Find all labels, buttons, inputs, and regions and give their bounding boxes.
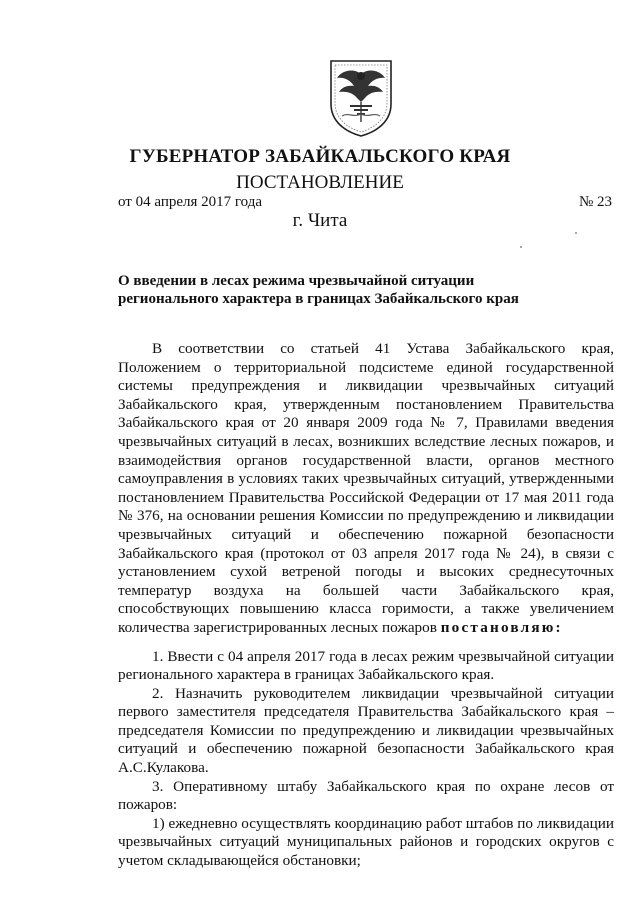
subject-line-2: регионального характера в границах Забайкальского края	[118, 291, 519, 307]
document-body	[118, 340, 614, 871]
preamble-paragraph	[118, 340, 614, 638]
document-date: от 04 апреля 2017 года	[118, 194, 263, 210]
document-city: г. Чита	[292, 210, 348, 231]
item-paragraph-2: 2. Назначить руководителем ликвидации чрезвычайной ситуации первого заместителя председателя Правительства Забайкальского края – председателя Комиссии по предупреждению и ликвидации чрезвычайных ситуаций и обеспечению пожарной безопасности Забайкальского края А.С.Кулакова.	[118, 684, 614, 777]
document-type: ПОСТАНОВЛЕНИЕ	[236, 172, 404, 193]
decree-word: постановляю:	[440, 618, 563, 636]
item-paragraph-1: 1. Ввести с 04 апреля 2017 года в лесах режим чрезвычайной ситуации регионального характера в границах Забайкальского края.	[118, 647, 614, 684]
document-number: № 23	[578, 194, 612, 210]
preamble-text: В соответствии со статьей 41 Устава Забайкальского края, Положением о территориальной подсистеме единой государственной системы предупреждения и ликвидации чрезвычайных ситуаций Забайкальского края, утвержденным постановлением Правительства Забайкальского края от 20 января 2009 года № 7, Правилами введения чрезвычайных ситуаций в лесах, возникших вследствие лесных пожаров, и взаимодействия органов государственной власти, органов местного самоуправления в условиях таких чрезвычайных ситуаций, утвержденными постановлением Правительства Российской Федерации от 17 мая 2011 года № 376, на основании решения Комиссии по предупреждению и ликвидации чрезвычайных ситуаций и обеспечению пожарной безопасности Забайкальского края (протокол от 03 апреля 2017 года № 24), в связи с установлением сухой ветреной погоды и высоких среднесуточных температур воздуха на большей части Забайкальского края, способствующих повышению класса горимости, а также увеличением количества зарегистрированных лесных пожаров	[118, 340, 614, 636]
item-paragraph-3: 3. Оперативному штабу Забайкальского края по охране лесов от пожаров:	[118, 777, 614, 814]
issuer-title: ГУБЕРНАТОР ЗАБАЙКАЛЬСКОГО КРАЯ	[129, 146, 511, 167]
scan-speck	[575, 232, 577, 234]
item-paragraph-4: 1) ежедневно осуществлять координацию работ штабов по ликвидации чрезвычайных ситуаций муниципальных районов и городских округов с учетом складывающейся обстановки;	[118, 814, 615, 870]
document-subject	[118, 272, 538, 308]
coat-of-arms-icon	[328, 58, 394, 138]
scan-speck	[520, 246, 522, 248]
subject-line-1: О введении в лесах режима чрезвычайной ситуации	[118, 273, 475, 289]
